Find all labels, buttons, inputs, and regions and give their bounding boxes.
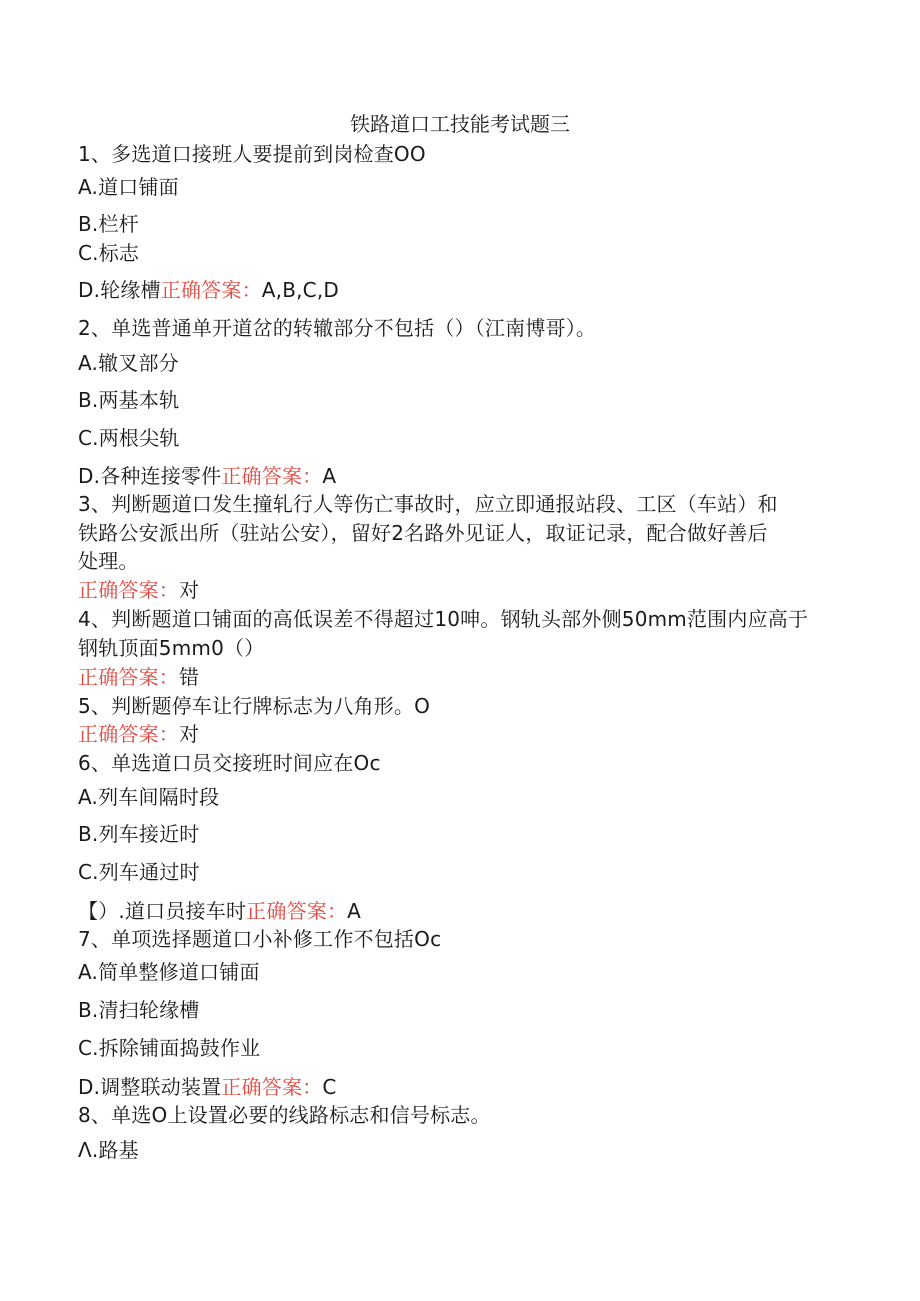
- q3-answer-line: [78, 576, 199, 604]
- q7-option-a: A.简单整修道口铺面: [78, 960, 260, 984]
- q2-option-c: C.两根尖轨: [78, 426, 180, 450]
- q1-answer-label: 正确答案：: [160, 278, 262, 302]
- q8-option-a: Λ.路基: [78, 1138, 139, 1162]
- q6-answer-label: 正确答案：: [246, 899, 348, 923]
- q6-option-d-line: [78, 897, 361, 925]
- q7-answer: C: [322, 1075, 337, 1099]
- q2-answer-label: 正确答案：: [221, 464, 323, 488]
- q1-option-d-line: [78, 276, 339, 304]
- q3-line-1: 3、判断题道口发生撞轧行人等伤亡事故时，应立即通报站段、工区（车站）和: [78, 492, 778, 516]
- q7-option-c: C.拆除铺面捣鼓作业: [78, 1036, 261, 1060]
- q2-stem: 2、单选普通单开道岔的转辙部分不包括（）（江南博哥）。: [78, 316, 597, 340]
- q7-answer-label: 正确答案：: [221, 1075, 323, 1099]
- q4-answer: 错: [179, 665, 200, 689]
- q6-option-d: 【）.道口员接车时: [78, 899, 247, 923]
- page-title: 铁路道口工技能考试题三: [350, 112, 570, 136]
- q6-stem: 6、单选道口员交接班时间应在Oc: [78, 751, 381, 775]
- q6-answer: A: [347, 899, 362, 923]
- q1-option-b: B.栏杆: [78, 212, 139, 236]
- q2-option-a: A.辙叉部分: [78, 351, 179, 375]
- q1-option-a: A.道口铺面: [78, 175, 179, 199]
- q4-line-1: 4、判断题道口铺面的高低误差不得超过10呻。钢轨头部外侧50mm范围内应高于: [78, 607, 809, 631]
- q2-option-d-line: [78, 462, 336, 490]
- q1-option-c: C.标志: [78, 241, 140, 265]
- q4-answer-label: 正确答案：: [78, 665, 179, 689]
- q6-option-a: A.列车间隔时段: [78, 785, 220, 809]
- q1-answer: A,B,C,D: [261, 278, 340, 302]
- q7-stem: 7、单项选择题道口小补修工作不包括Oc: [78, 927, 442, 951]
- q7-option-d-line: [78, 1073, 337, 1101]
- q2-answer: A: [322, 464, 337, 488]
- q8-stem: 8、单选O上设置必要的线路标志和信号标志。: [78, 1103, 491, 1127]
- q5-answer-label: 正确答案：: [78, 722, 179, 746]
- q5-answer-line: [78, 720, 199, 748]
- q4-answer-line: [78, 663, 199, 691]
- q2-option-d: D.各种连接零件: [78, 464, 222, 488]
- q7-option-d: D.调整联动装置: [78, 1075, 222, 1099]
- q7-option-b: B.清扫轮缘槽: [78, 998, 200, 1022]
- q3-line-3: 处理。: [78, 549, 139, 573]
- q5-stem: 5、判断题停车让行牌标志为八角形。O: [78, 694, 431, 718]
- q5-answer: 对: [179, 722, 200, 746]
- q4-line-2: 钢轨顶面5mm0（）: [78, 636, 265, 660]
- q6-option-c: C.列车通过时: [78, 860, 200, 884]
- q3-line-2: 铁路公安派出所（驻站公安），留好2名路外见证人，取证记录，配合做好善后: [78, 521, 768, 545]
- q1-stem: 1、多选道口接班人要提前到岗检查OO: [78, 142, 426, 166]
- q6-option-b: B.列车接近时: [78, 822, 200, 846]
- q1-option-d: D.轮缘槽: [78, 278, 161, 302]
- q3-answer-label: 正确答案：: [78, 578, 179, 602]
- q3-answer: 对: [179, 578, 200, 602]
- q2-option-b: B.两基本轨: [78, 388, 180, 412]
